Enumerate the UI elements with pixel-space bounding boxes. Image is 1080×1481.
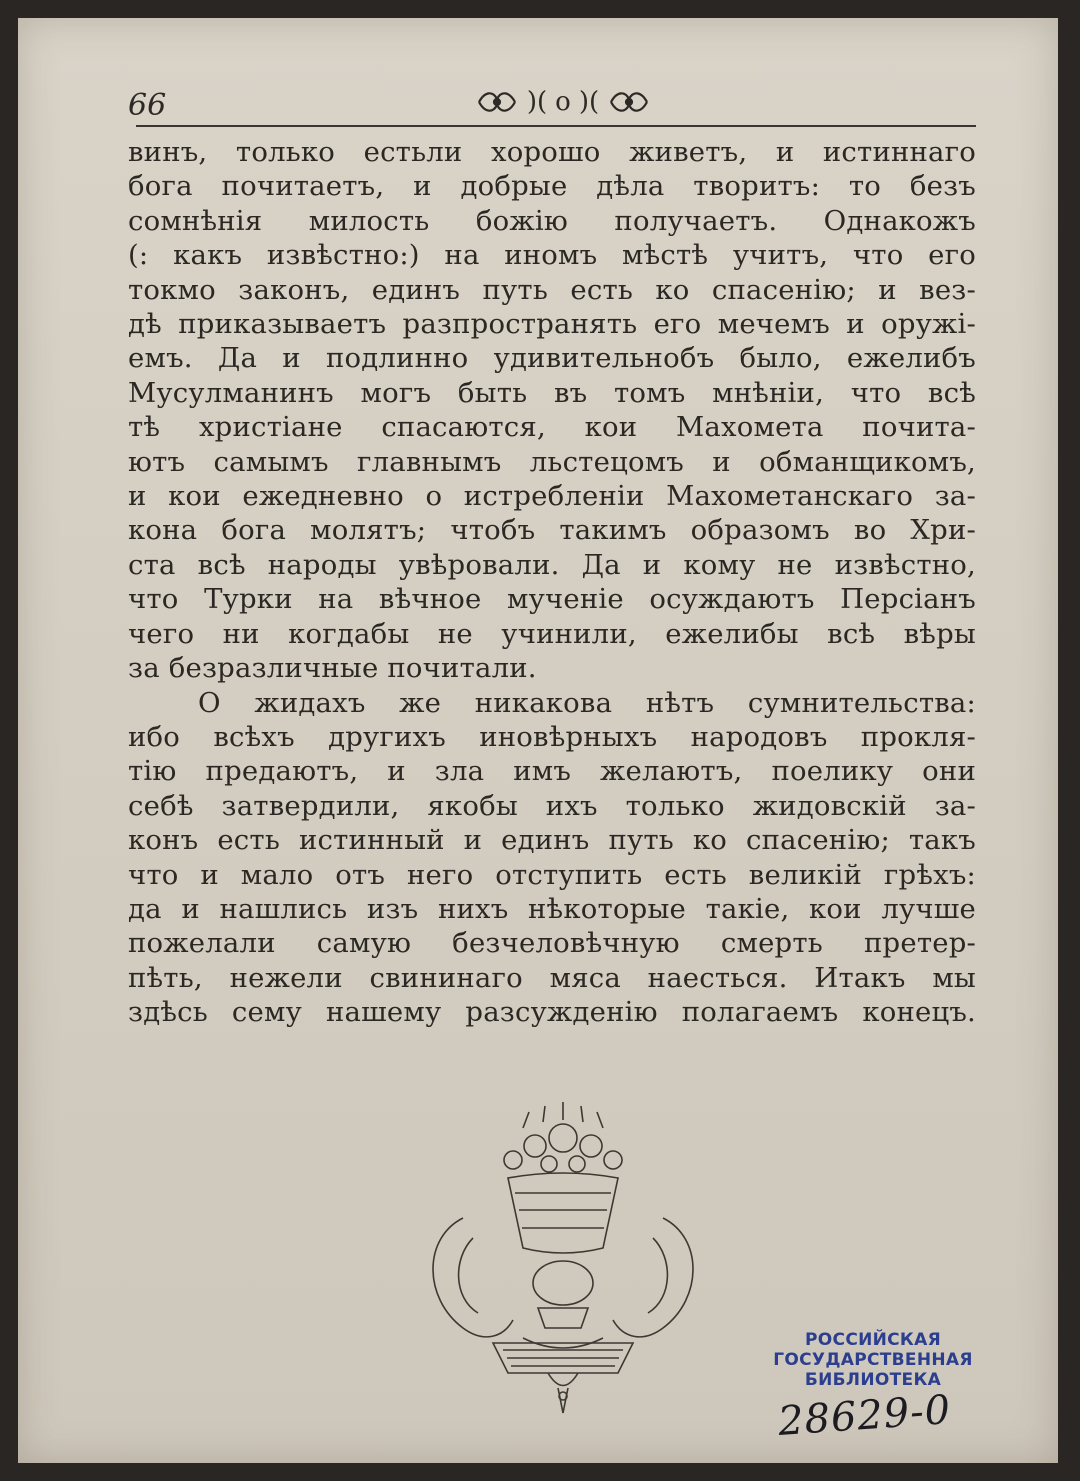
page-number: 66 <box>128 88 167 123</box>
paragraph-1 <box>128 135 976 686</box>
text-line: дѣ приказываетъ разпространять его мечемъ и оружі- <box>128 308 976 341</box>
handwritten-inventory-number: 28629-0 <box>776 1387 953 1445</box>
text-line: тію предаютъ, и зла имъ желаютъ, поелику они <box>128 755 976 788</box>
text-line: О жидахъ же никакова нѣтъ сумнительства: <box>198 686 976 719</box>
ornament-parens-left: )( <box>526 87 548 117</box>
text-line: да и нашлись изъ нихъ нѣкоторые такіе, кои лучше <box>128 892 976 925</box>
stamp-line: БИБЛИОТЕКА <box>804 1370 942 1390</box>
fleuron-right-icon <box>607 87 651 117</box>
paragraph-2 <box>128 686 976 1030</box>
text-line: конъ есть истинный и единъ путь ко спасенію; такъ <box>128 824 976 857</box>
text-line: себѣ затвердили, якобы ихъ только жидовскій за- <box>128 789 976 822</box>
text-line: за безразличные почитали. <box>128 652 537 685</box>
text-line: кона бога молятъ; чтобъ такимъ образомъ во Хри- <box>128 514 976 547</box>
stamp-line: РОССИЙСКАЯ <box>805 1330 941 1350</box>
text-line: пѣть, нежели свининаго мяса наесться. Итакъ мы <box>128 961 976 994</box>
text-line: ибо всѣхъ другихъ иновѣрныхъ народовъ прокля- <box>128 720 976 753</box>
text-line: ютъ самымъ главнымъ льстецомъ и обманщикомъ, <box>128 445 976 478</box>
text-line: токмо законъ, единъ путь есть ко спасенію; и вез- <box>128 273 976 306</box>
ornament-parens-right: )( <box>578 87 600 117</box>
tailpiece-vignette-icon <box>403 1098 723 1418</box>
library-stamp <box>768 1330 978 1390</box>
header-rule <box>136 125 976 127</box>
text-line: бога почитаетъ, и добрые дѣла творитъ: то безъ <box>128 170 976 203</box>
text-line: что Турки на вѣчное мученіе осуждаютъ Персіанъ <box>128 583 976 616</box>
text-line: здѣсь сему нашему разсужденію полагаемъ конецъ. <box>128 996 976 1029</box>
header-ornament <box>443 78 683 126</box>
body-text <box>128 135 976 1030</box>
fleuron-left-icon <box>475 87 519 117</box>
text-line: Мусулманинъ могъ быть въ томъ мнѣніи, что всѣ <box>128 376 976 409</box>
text-line: тѣ христіане спасаются, кои Махомета почита- <box>128 411 976 444</box>
text-line: чего ни когдабы не учинили, ежелибы всѣ вѣры <box>128 617 976 650</box>
text-line: винъ, только естьли хорошо живетъ, и истиннаго <box>128 136 976 168</box>
text-line: сомнѣнія милость божію получаетъ. Однакожъ <box>128 204 976 237</box>
text-line: пожелали самую безчеловѣчную смерть претер- <box>128 927 976 960</box>
stamp-line: ГОСУДАРСТВЕННАЯ <box>773 1350 973 1370</box>
book-page <box>18 18 1058 1463</box>
text-line: ста всѣ народы увѣровали. Да и кому не извѣстно, <box>128 548 976 581</box>
text-line: что и мало отъ него отступить есть великій грѣхъ: <box>128 858 976 891</box>
text-line: (: какъ извѣстно:) на иномъ мѣстѣ учитъ, что его <box>128 239 976 272</box>
text-line: и кои ежедневно о истребленіи Махометанскаго за- <box>128 480 976 513</box>
ornament-center-letter: о <box>555 87 571 117</box>
text-line: емъ. Да и подлинно удивительнобъ было, ежелибъ <box>128 342 976 375</box>
